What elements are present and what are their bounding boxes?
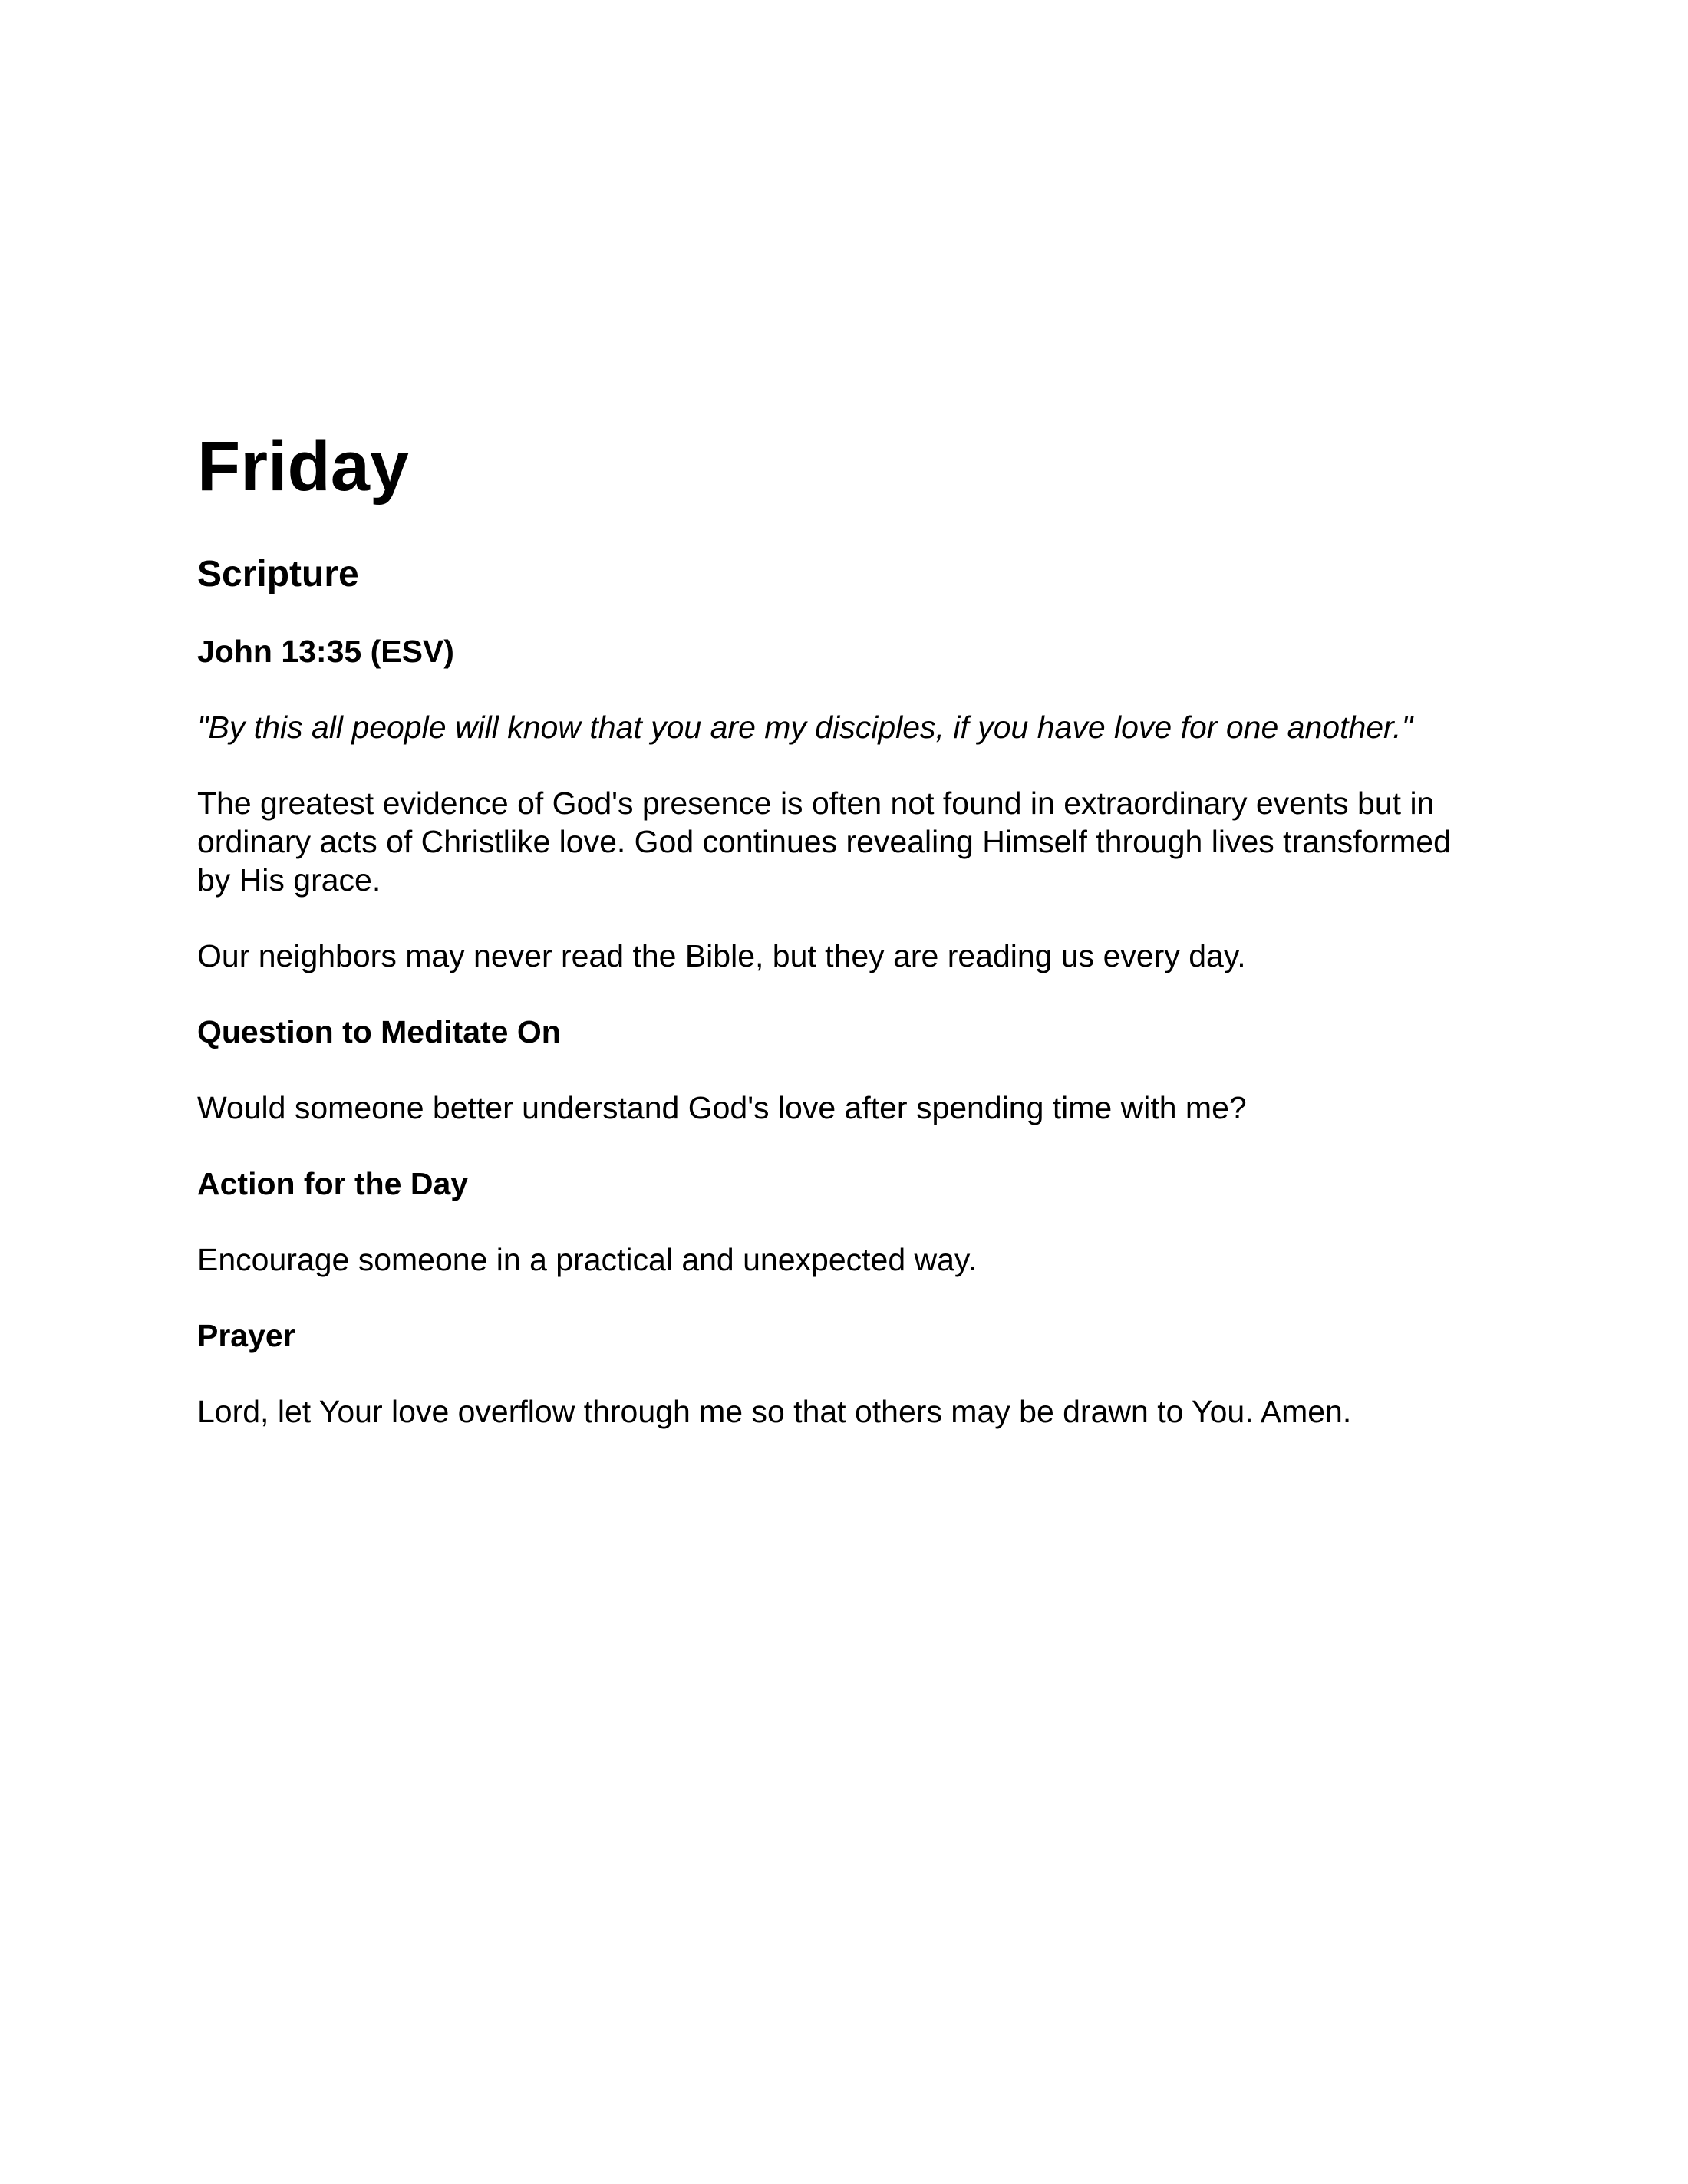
action-heading: Action for the Day [197,1166,469,1201]
reflection-paragraph-1: The greatest evidence of God's presence is often not found in extraordinary events but in ordinary acts of Christlike love. God continues revealing Himself through lives transformed by His grace. [197,786,1451,898]
scripture-reference: John 13:35 (ESV) [197,634,454,669]
scripture-verse: "By this all people will know that you are my disciples, if you have love for one another." [197,710,1413,745]
reflection-paragraph-2: Our neighbors may never read the Bible, but they are reading us every day. [197,938,1246,973]
meditation-question: Would someone better understand God's love after spending time with me? [197,1090,1247,1125]
question-heading: Question to Meditate On [197,1014,561,1049]
prayer-text: Lord, let Your love overflow through me so that others may be drawn to You. Amen. [197,1394,1352,1429]
scripture-heading: Scripture [197,554,359,595]
devotional-page [197,420,1502,1431]
prayer-heading: Prayer [197,1318,295,1353]
page-title: Friday [197,427,410,506]
daily-action: Encourage someone in a practical and unexpected way. [197,1242,977,1277]
